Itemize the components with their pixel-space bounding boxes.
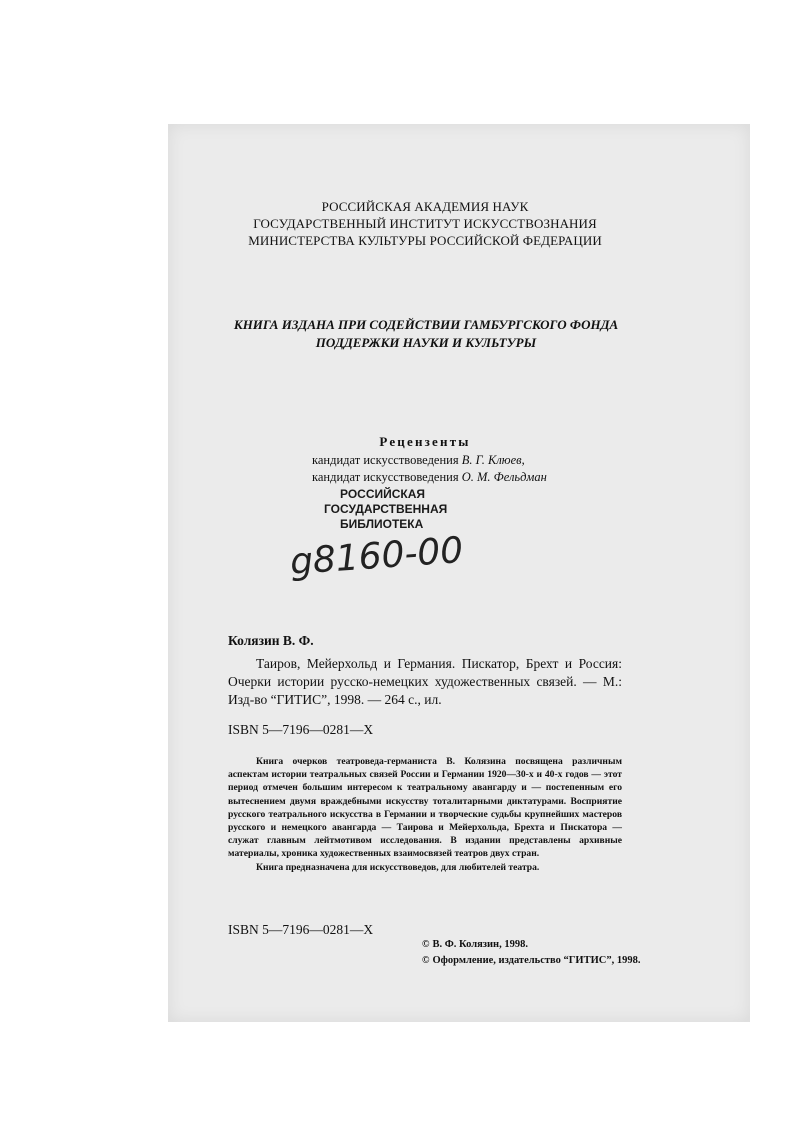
abstract-paragraph: Книга предназначена для искусствоведов, для любителей театра. xyxy=(256,861,540,873)
stamp-line: ГОСУДАРСТВЕННАЯ xyxy=(324,502,448,516)
institution-line: ГОСУДАРСТВЕННЫЙ ИНСТИТУТ ИСКУССТВОЗНАНИЯ xyxy=(253,216,597,231)
sponsor-line: ПОДДЕРЖКИ НАУКИ И КУЛЬТУРЫ xyxy=(315,335,537,350)
reviewers-title: Рецензенты xyxy=(379,434,471,449)
institution-line: МИНИСТЕРСТВА КУЛЬТУРЫ РОССИЙСКОЙ ФЕДЕРАЦИИ xyxy=(248,233,602,248)
copyright-line xyxy=(422,939,528,950)
reviewer-line xyxy=(312,452,525,469)
reviewer-name: О. М. Фельдман xyxy=(461,470,547,484)
copyright-line xyxy=(422,955,640,966)
bibliographic-text: Таиров, Мейерхольд и Германия. Пискатор, Брехт и Россия: Очерки истории русско-немецких художественных связей. — М.: Изд-во “ГИТИС”, 1998. — 264 с., ил. xyxy=(228,656,622,707)
reviewer-name: В. Г. Клюев xyxy=(461,453,522,467)
copyright-icon: © xyxy=(422,955,430,966)
isbn-top: ISBN 5—7196—0281—X xyxy=(228,722,374,737)
reviewer-suffix: , xyxy=(521,453,525,467)
abstract xyxy=(228,755,622,874)
isbn-bottom: ISBN 5—7196—0281—X xyxy=(228,922,374,937)
sponsor-line: КНИГА ИЗДАНА ПРИ СОДЕЙСТВИИ ГАМБУРГСКОГО ФОНДА xyxy=(233,317,619,332)
institution-line: РОССИЙСКАЯ АКАДЕМИЯ НАУК xyxy=(321,199,529,214)
copyright-text: В. Ф. Колязин, 1998. xyxy=(432,939,528,950)
copyright-text: Оформление, издательство “ГИТИС”, 1998. xyxy=(432,955,641,966)
institution-header xyxy=(168,198,682,249)
author-heading: Колязин В. Ф. xyxy=(228,633,314,648)
sponsor-notice xyxy=(168,316,684,352)
library-stamp xyxy=(316,487,447,532)
reviewer-line xyxy=(312,469,547,486)
reviewer-degree: кандидат искусствоведения xyxy=(312,453,459,467)
scanned-page xyxy=(168,124,750,1022)
stamp-line: РОССИЙСКАЯ xyxy=(340,487,426,501)
reviewer-degree: кандидат искусствоведения xyxy=(312,470,459,484)
abstract-paragraph: Книга очерков театроведа-германиста В. Колязина посвящена различным аспектам истории театральных связей России и Германии 1920—30-х и 40-х годов — этот период отмечен большим интересом к театральному авангарду и — постепенным его вытеснением двумя враждебными искусству тоталитарными диктатурами. Восприятие русского театрального искусства в Германии и творческие судьбы крупнейших мастеров русского и немецкого авангарда — Таирова и Мейерхольда, Брехта и Пискатора — служат главным лейтмотивом исследования. В издании представлены архивные материалы, хроника художественных взаимосвязей театров двух стран. xyxy=(228,756,622,860)
copyright-icon: © xyxy=(422,939,430,950)
handwritten-inventory-number: g8160-00 xyxy=(288,530,465,583)
stamp-line: БИБЛИОТЕКА xyxy=(340,517,424,531)
bibliographic-description xyxy=(228,655,622,709)
